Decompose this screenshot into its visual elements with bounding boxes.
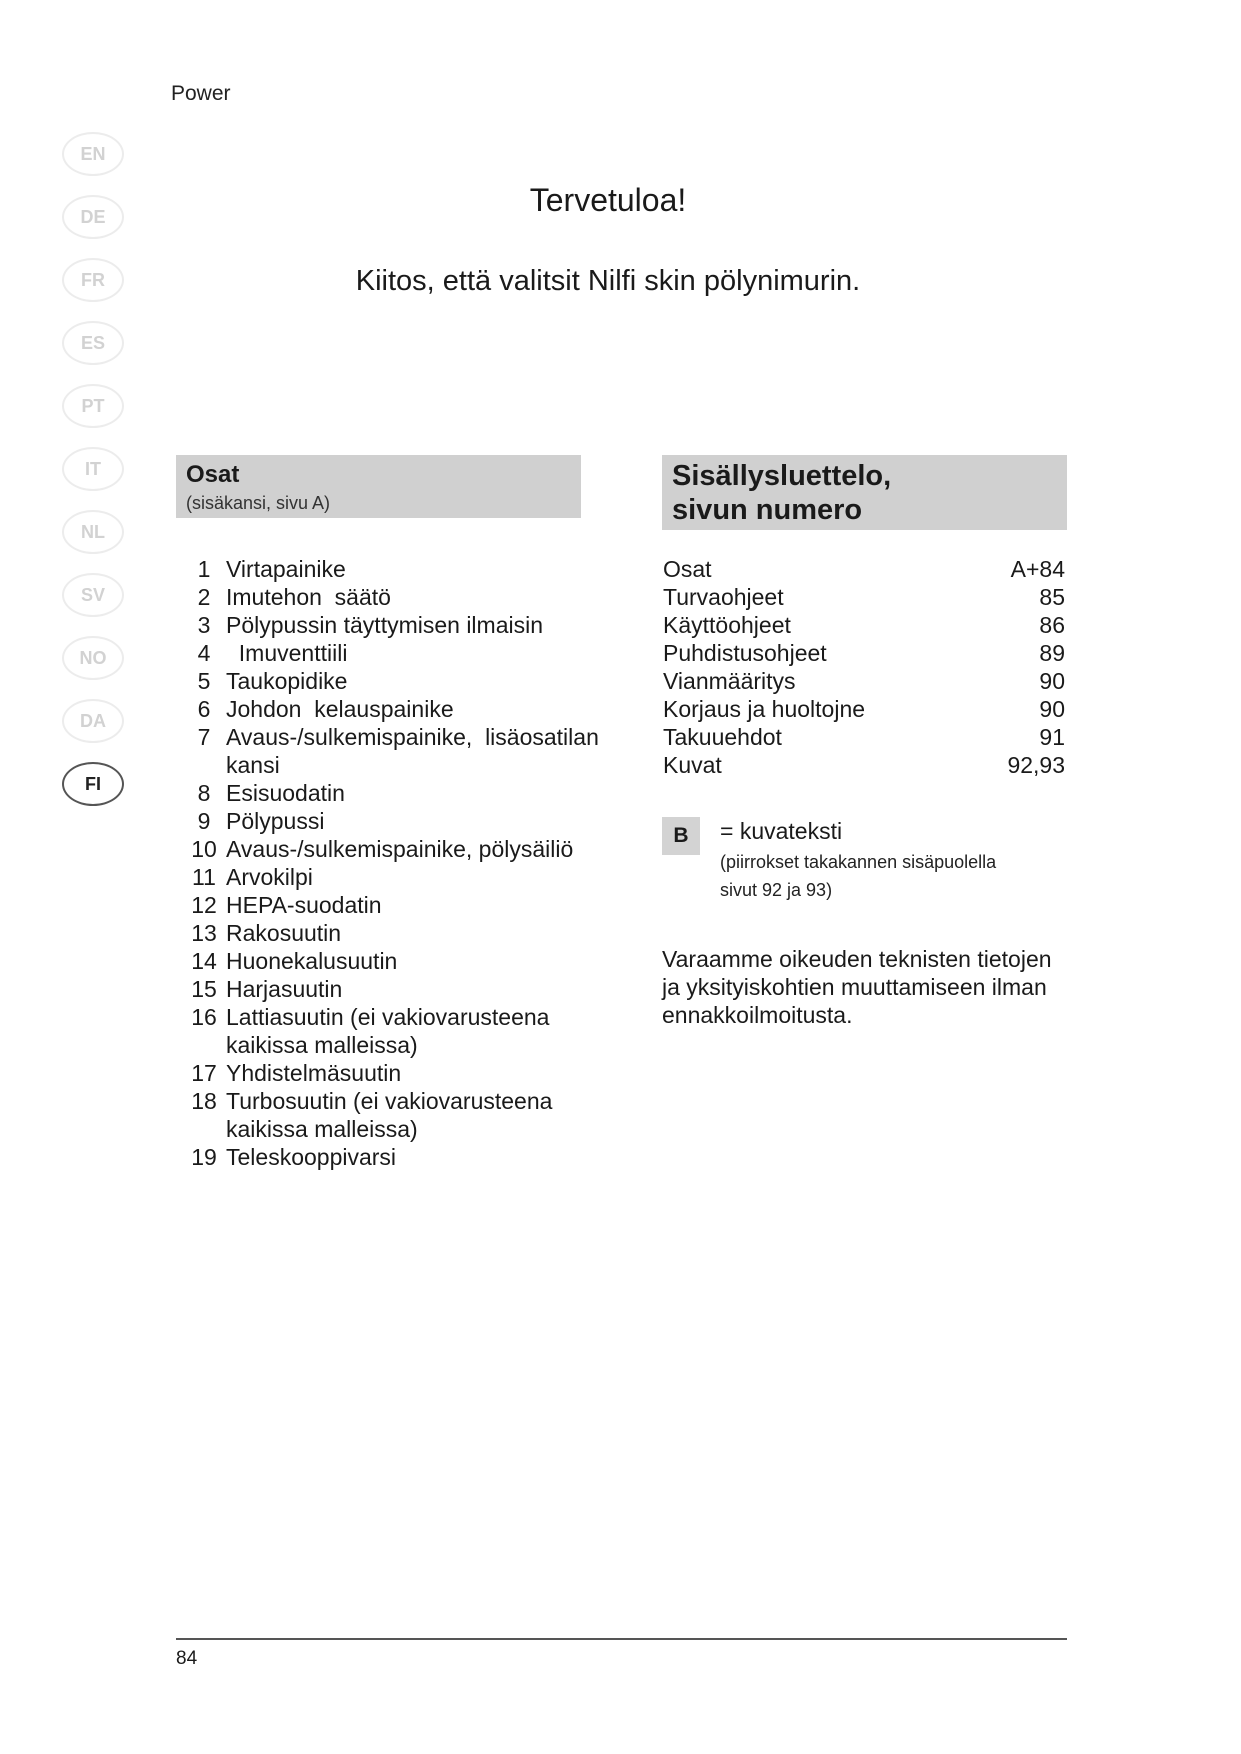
brand-name: Power	[171, 82, 231, 105]
parts-list-item	[184, 639, 604, 667]
toc-heading-box	[662, 455, 1067, 530]
toc-entry-page: 91	[1039, 724, 1065, 750]
parts-list-item	[184, 779, 604, 807]
toc-entry	[663, 667, 1065, 695]
toc-entry-page: A+84	[1010, 556, 1065, 582]
parts-item-label: Pölypussin täyttymisen ilmaisin	[226, 612, 544, 638]
legend-note-line1: (piirrokset takakannen sisäpuolella	[720, 852, 997, 872]
language-tab-es[interactable]: ES	[62, 321, 124, 365]
language-tab-fr[interactable]: FR	[62, 258, 124, 302]
language-tabs	[62, 132, 126, 825]
toc-heading-line1: Sisällysluettelo,	[672, 460, 892, 492]
parts-list-item	[184, 555, 604, 583]
parts-item-number: 5	[197, 668, 211, 694]
toc-entry-label: Puhdistusohjeet	[663, 640, 827, 666]
parts-list-item	[184, 695, 604, 723]
toc-entry	[663, 555, 1065, 583]
parts-item-number: 1	[197, 556, 211, 582]
toc-entry-page: 85	[1039, 584, 1065, 610]
parts-list-item	[184, 891, 604, 919]
language-tab-en[interactable]: EN	[62, 132, 124, 176]
parts-item-number: 16	[191, 1004, 217, 1030]
toc-entry-page: 86	[1039, 612, 1065, 638]
parts-item-label: Arvokilpi	[226, 864, 313, 890]
parts-list-item	[184, 975, 604, 1003]
parts-item-number: 10	[191, 836, 217, 862]
parts-subheading: (sisäkansi, sivu A)	[186, 493, 331, 513]
parts-list-item	[184, 835, 604, 863]
parts-item-label: Pölypussi	[226, 808, 325, 834]
toc-entry-page: 90	[1039, 668, 1065, 694]
toc-entry-label: Takuuehdot	[663, 724, 782, 750]
language-tab-de[interactable]: DE	[62, 195, 124, 239]
parts-item-number: 2	[197, 584, 211, 610]
parts-list-item	[184, 667, 604, 695]
toc-entry-label: Vianmääritys	[663, 668, 796, 694]
parts-list-item	[184, 583, 604, 611]
page-number: 84	[176, 1648, 198, 1669]
parts-list-item	[184, 863, 604, 891]
parts-item-number: 3	[197, 612, 211, 638]
parts-item-number: 14	[191, 948, 217, 974]
parts-item-label: Avaus-/sulkemispainike, lisäosatilan kansi	[226, 724, 606, 778]
parts-item-number: 17	[191, 1060, 217, 1086]
parts-item-number: 15	[191, 976, 217, 1002]
parts-item-number: 9	[197, 808, 211, 834]
disclaimer: Varaamme oikeuden teknisten tietojen ja yksityiskohtien muuttamiseen ilman ennakkoilmoitusta.	[662, 946, 1052, 1028]
toc-entry	[663, 695, 1065, 723]
language-tab-pt[interactable]: PT	[62, 384, 124, 428]
parts-item-label: Harjasuutin	[226, 976, 343, 1002]
parts-item-number: 13	[191, 920, 217, 946]
parts-list-item	[184, 947, 604, 975]
toc-entry-label: Korjaus ja huoltojne	[663, 696, 866, 722]
toc-entry-page: 90	[1039, 696, 1065, 722]
parts-item-number: 19	[191, 1144, 217, 1170]
parts-list-item	[184, 611, 604, 639]
parts-item-number: 12	[191, 892, 217, 918]
parts-heading-box	[176, 455, 581, 518]
toc-entry-label: Turvaohjeet	[663, 584, 784, 610]
toc-entry	[663, 723, 1065, 751]
parts-item-label: Imutehon säätö	[226, 584, 391, 610]
legend-note-line2: sivut 92 ja 93)	[720, 880, 833, 900]
parts-item-number: 11	[192, 864, 216, 890]
parts-item-number: 6	[197, 696, 211, 722]
parts-list-item	[184, 1143, 604, 1171]
parts-item-label: Virtapainike	[226, 556, 346, 582]
toc-heading-line2: sivun numero	[672, 494, 863, 526]
parts-list	[184, 555, 604, 1171]
parts-item-label: HEPA-suodatin	[226, 892, 382, 918]
parts-item-label: Taukopidike	[226, 668, 348, 694]
parts-list-item	[184, 723, 604, 779]
parts-item-label: Johdon kelauspainike	[226, 696, 454, 722]
parts-item-label: Rakosuutin	[226, 920, 342, 946]
language-tab-sv[interactable]: SV	[62, 573, 124, 617]
parts-item-label: Esisuodatin	[226, 780, 345, 806]
footer-divider	[176, 1638, 1067, 1640]
language-tab-no[interactable]: NO	[62, 636, 124, 680]
parts-item-number: 18	[191, 1088, 217, 1114]
toc-entry	[663, 583, 1065, 611]
parts-item-label: Huonekalusuutin	[226, 948, 398, 974]
parts-list-item	[184, 807, 604, 835]
parts-list-item	[184, 1059, 604, 1087]
toc-entry	[663, 751, 1065, 779]
parts-item-label: Turbosuutin (ei vakiovarusteena kaikissa malleissa)	[226, 1088, 559, 1142]
parts-item-label: Yhdistelmäsuutin	[226, 1060, 402, 1086]
parts-item-label: Avaus-/sulkemispainike, pölysäiliö	[226, 836, 574, 862]
language-tab-fi[interactable]: FI	[62, 762, 124, 806]
parts-item-label: Lattiasuutin (ei vakiovarusteena kaikissa malleissa)	[226, 1004, 556, 1058]
parts-list-item	[184, 1003, 604, 1059]
page-title: Tervetuloa!	[529, 182, 687, 218]
toc-entry	[663, 639, 1065, 667]
language-tab-nl[interactable]: NL	[62, 510, 124, 554]
language-tab-it[interactable]: IT	[62, 447, 124, 491]
legend-badge: B	[662, 817, 700, 855]
parts-item-number: 4	[197, 640, 211, 666]
toc-entry-label: Käyttöohjeet	[663, 612, 791, 638]
toc-entry-page: 92,93	[1007, 752, 1065, 778]
legend-text: = kuvateksti	[720, 818, 843, 844]
parts-item-label: Teleskooppivarsi	[226, 1144, 397, 1170]
parts-item-number: 8	[197, 780, 211, 806]
toc-entry-label: Osat	[663, 556, 712, 582]
page-subtitle: Kiitos, että valitsit Nilfi skin pölynimurin.	[355, 265, 861, 297]
toc-entry-label: Kuvat	[663, 752, 722, 778]
toc-entry-page: 89	[1039, 640, 1065, 666]
parts-list-item	[184, 1087, 604, 1143]
toc-list	[663, 555, 1065, 779]
parts-heading: Osat	[186, 461, 240, 488]
legend-note	[720, 848, 1050, 904]
parts-list-item	[184, 919, 604, 947]
parts-item-label: Imuventtiili	[226, 640, 348, 666]
parts-item-number: 7	[197, 724, 211, 750]
language-tab-da[interactable]: DA	[62, 699, 124, 743]
toc-entry	[663, 611, 1065, 639]
